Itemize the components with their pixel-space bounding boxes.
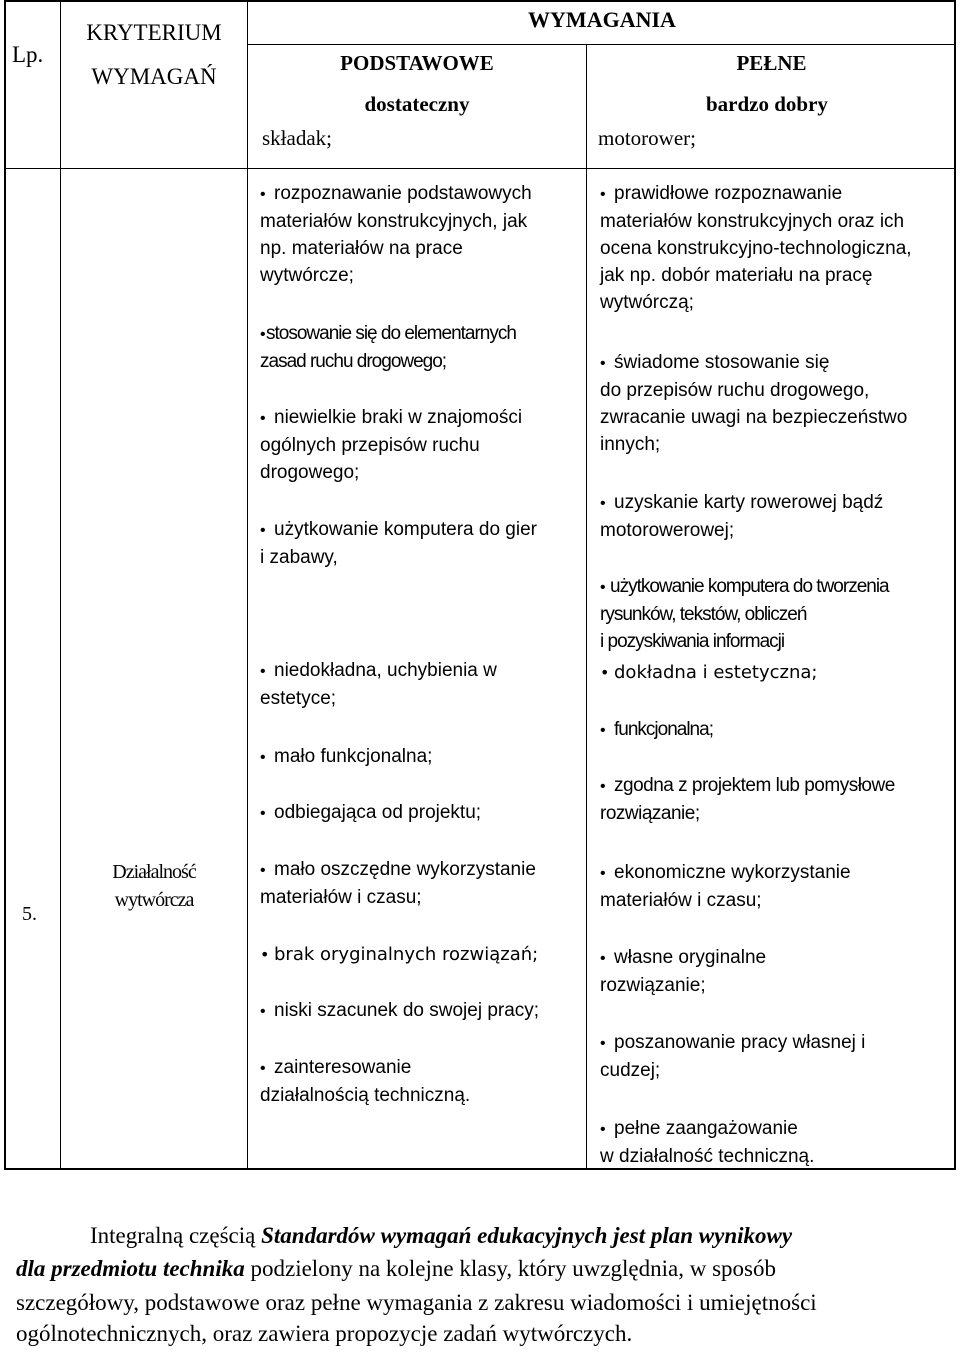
podstawowe-item: • rozpoznawanie podstawowych materiałów konstrukcyjnych, jak np. materiałów na prace wytwórcze; — [260, 183, 532, 286]
podstawowe-item: • mało funkcjonalna; — [260, 743, 432, 771]
bullet-icon: • — [600, 663, 610, 682]
podstawowe-item: • użytkowanie komputera do gier i zabawy, — [260, 519, 537, 568]
bullet-icon: • — [260, 862, 266, 879]
paragraph-line-4: ogólnotechnicznych, oraz zawiera propozycje zadań wytwórczych. — [16, 1321, 633, 1346]
paragraph-line-1: Integralną częścią Standardów wymagań edukacyjnych jest plan wynikowy — [90, 1223, 793, 1248]
row-lp: 5. — [22, 903, 37, 925]
bullet-icon: • — [600, 722, 605, 739]
criterion-line1: Działalność — [112, 861, 196, 883]
criterion-line2: wytwórcza — [114, 889, 194, 911]
pelne-item: • świadome stosowanie się do przepisów ruchu drogowego, zwracanie uwagi na bezpieczeństwo innych; — [600, 352, 908, 455]
column-divider-lp — [60, 0, 61, 1170]
header-kryterium-line2: WYMAGAŃ — [91, 64, 217, 89]
bullet-icon: • — [600, 1121, 606, 1138]
podstawowe-item: • niewielkie braki w znajomości ogólnych przepisów ruchu drogowego; — [260, 407, 523, 483]
row-divider-wymagania — [247, 44, 956, 45]
pelne-item: • własne oryginalne rozwiązanie; — [600, 947, 767, 996]
podstawowe-item: • odbiegająca od projektu; — [260, 799, 481, 827]
bullet-icon: • — [260, 1003, 266, 1020]
bullet-icon: • — [600, 865, 606, 882]
podstawowe-item: • zainteresowanie działalnością techniczną. — [260, 1057, 471, 1106]
podstawowe-item: •stosowanie się do elementarnych zasad ruchu drogowego; — [260, 323, 516, 372]
podstawowe-item: • brak oryginalnych rozwiązań; — [260, 941, 538, 968]
column-divider-kryterium — [247, 0, 248, 1170]
table-border-right — [954, 0, 956, 1170]
top-row-pelne: motorower; — [598, 126, 696, 150]
bullet-icon: • — [260, 326, 265, 343]
podstawowe-item: • niedokładna, uchybienia w estetyce; — [260, 660, 497, 709]
table-border-top — [4, 0, 956, 2]
pelne-item: • dokładna i estetyczna; — [600, 659, 817, 686]
column-divider-wymagania — [586, 44, 587, 1170]
bullet-icon: • — [600, 355, 606, 372]
bullet-icon: • — [600, 579, 605, 596]
bullet-icon: • — [260, 186, 266, 203]
header-wymagania: WYMAGANIA — [528, 7, 676, 32]
podstawowe-item: • niski szacunek do swojej pracy; — [260, 997, 539, 1025]
pelne-item: • poszanowanie pracy własnej i cudzej; — [600, 1032, 866, 1081]
pelne-item: • pełne zaangażowanie w działalność techniczną. — [600, 1118, 815, 1167]
pelne-item: • zgodna z projektem lub pomysłowe rozwiązanie; — [600, 775, 895, 824]
pelne-item: • uzyskanie karty rowerowej bądź motorowerowej; — [600, 492, 884, 541]
bullet-icon: • — [260, 522, 266, 539]
bullet-icon: • — [260, 749, 266, 766]
header-pelne: PEŁNE — [736, 51, 807, 75]
bullet-icon: • — [600, 950, 606, 967]
top-row-podstawowe: składak; — [262, 126, 332, 150]
bullet-icon: • — [600, 778, 606, 795]
bullet-icon: • — [600, 495, 606, 512]
pelne-item: • użytkowanie komputera do tworzenia rysunków, tekstów, obliczeń i pozyskiwania informacji — [600, 576, 889, 652]
header-podstawowe: PODSTAWOWE — [340, 51, 494, 75]
header-lp: Lp. — [12, 42, 44, 67]
header-kryterium-line1: KRYTERIUM — [86, 20, 222, 45]
bullet-icon: • — [260, 410, 266, 427]
bullet-icon: • — [260, 945, 270, 964]
bullet-icon: • — [260, 805, 266, 822]
paragraph-line-3: szczegółowy, podstawowe oraz pełne wymagania z zakresu wiadomości i umiejętności — [16, 1290, 817, 1315]
header-dostateczny: dostateczny — [364, 92, 470, 116]
bullet-icon: • — [600, 1035, 606, 1052]
podstawowe-item: • mało oszczędne wykorzystanie materiałów i czasu; — [260, 859, 536, 908]
bullet-icon: • — [260, 1060, 266, 1077]
header-bardzo-dobry: bardzo dobry — [706, 92, 828, 116]
paragraph-line-2: dla przedmiotu technika podzielony na kolejne klasy, który uwzględnia, w sposób — [16, 1256, 776, 1281]
pelne-item: • ekonomiczne wykorzystanie materiałów i czasu; — [600, 862, 851, 911]
pelne-item: • funkcjonalna; — [600, 716, 713, 744]
row-divider-header — [4, 168, 956, 169]
bullet-icon: • — [260, 663, 266, 680]
pelne-item: • prawidłowe rozpoznawanie materiałów konstrukcyjnych oraz ich ocena konstrukcyjno-technologiczna, jak np. dobór materiału na pracę wytwórczą; — [600, 183, 912, 313]
bullet-icon: • — [600, 186, 606, 203]
table-border-left — [4, 0, 6, 1170]
